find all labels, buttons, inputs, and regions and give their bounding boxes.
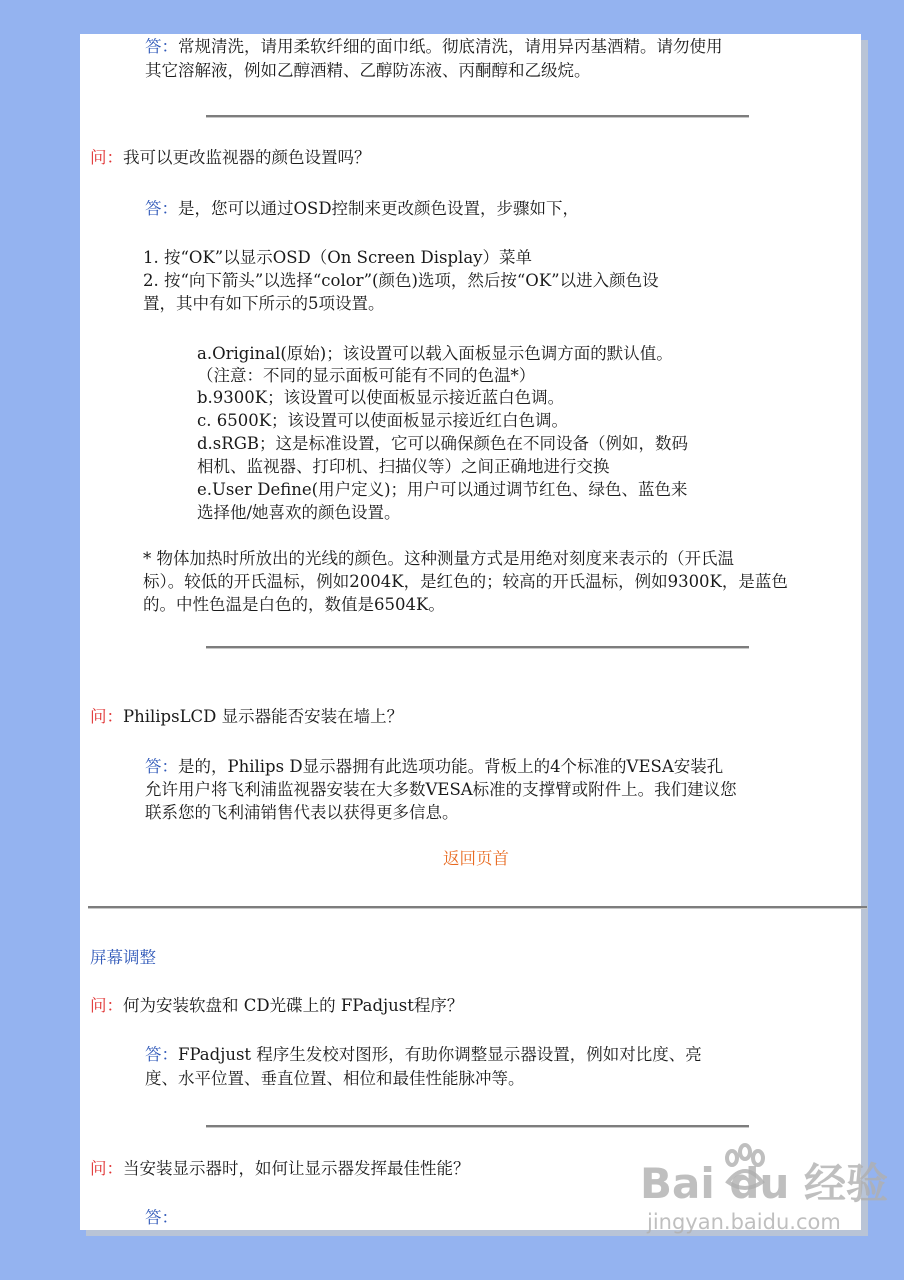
color-step-2-cont: 置，其中有如下所示的5项设置。 — [143, 294, 385, 313]
color-option-d: d.sRGB；这是标准设置，它可以确保颜色在不同设备（例如，数码 — [197, 434, 689, 453]
divider — [206, 115, 749, 118]
back-to-top-link[interactable]: 返回页首 — [443, 849, 509, 868]
color-option-c: c. 6500K；该设置可以使面板显示接近红白色调。 — [197, 411, 569, 430]
color-step-2: 2. 按“向下箭头”以选择“color”(颜色)选项，然后按“OK”以进入颜色设 — [143, 271, 659, 290]
color-answer: 答：是，您可以通过OSD控制来更改颜色设置，步骤如下， — [145, 199, 580, 218]
wall-answer-line2: 允许用户将飞利浦监视器安装在大多数VESA标准的支撑臂或附件上。我们建议您 — [145, 780, 737, 799]
color-option-a-note: （注意：不同的显示面板可能有不同的色温*） — [197, 366, 536, 385]
section-divider — [88, 906, 867, 909]
performance-question: 问：当安装显示器时，如何让显示器发挥最佳性能？ — [90, 1159, 470, 1178]
footnote-line3: 的。中性色温是白色的，数值是6504K。 — [143, 595, 445, 614]
cleaning-answer-line2: 其它溶解液，例如乙醇酒精、乙醇防冻液、丙酮醇和乙级烷。 — [145, 61, 591, 80]
fpadjust-question: 问：何为安装软盘和 CD光碟上的 FPadjust程序？ — [90, 996, 464, 1015]
performance-answer-label: 答： — [145, 1208, 178, 1227]
color-step-1: 1. 按“OK”以显示OSD（On Screen Display）菜单 — [143, 248, 532, 267]
wall-question: 问：PhilipsLCD 显示器能否安装在墙上？ — [90, 707, 404, 726]
page-shadow-right — [861, 40, 868, 1234]
section-title: 屏幕调整 — [90, 948, 156, 967]
color-option-a: a.Original(原始)；该设置可以载入面板显示色调方面的默认值。 — [197, 344, 673, 363]
fpadjust-answer-line2: 度、水平位置、垂直位置、相位和最佳性能脉冲等。 — [145, 1069, 525, 1088]
fpadjust-answer-line1: 答：FPadjust 程序生发校对图形，有助你调整显示器设置，例如对比度、亮 — [145, 1045, 702, 1064]
color-option-e-cont: 选择他/她喜欢的颜色设置。 — [197, 503, 401, 522]
footnote-line1: * 物体加热时所放出的光线的颜色。这种测量方式是用绝对刻度来表示的（开氏温 — [143, 549, 734, 568]
divider — [206, 1125, 749, 1128]
footnote-line2: 标）。较低的开氏温标，例如2004K，是红色的；较高的开氏温标，例如9300K，是蓝色 — [143, 572, 788, 591]
wall-answer-line1: 答：是的，Philips D显示器拥有此选项功能。背板上的4个标准的VESA安装孔 — [145, 757, 724, 776]
watermark-logo: Bai du 经验 — [640, 1159, 888, 1208]
wall-answer-line3: 联系您的飞利浦销售代表以获得更多信息。 — [145, 803, 459, 822]
divider — [206, 646, 749, 649]
color-question: 问：我可以更改监视器的颜色设置吗？ — [90, 148, 371, 167]
color-option-e: e.User Define(用户定义)；用户可以通过调节红色、绿色、蓝色来 — [197, 480, 688, 499]
color-option-b: b.9300K；该设置可以使面板显示接近蓝白色调。 — [197, 388, 565, 407]
color-option-d-cont: 相机、监视器、打印机、扫描仪等）之间正确地进行交换 — [197, 457, 610, 476]
watermark-url: jingyan.baidu.com — [647, 1210, 841, 1234]
cleaning-answer-line1: 答：常规清洗，请用柔软纤细的面巾纸。彻底清洗，请用异丙基酒精。请勿使用 — [145, 37, 723, 56]
